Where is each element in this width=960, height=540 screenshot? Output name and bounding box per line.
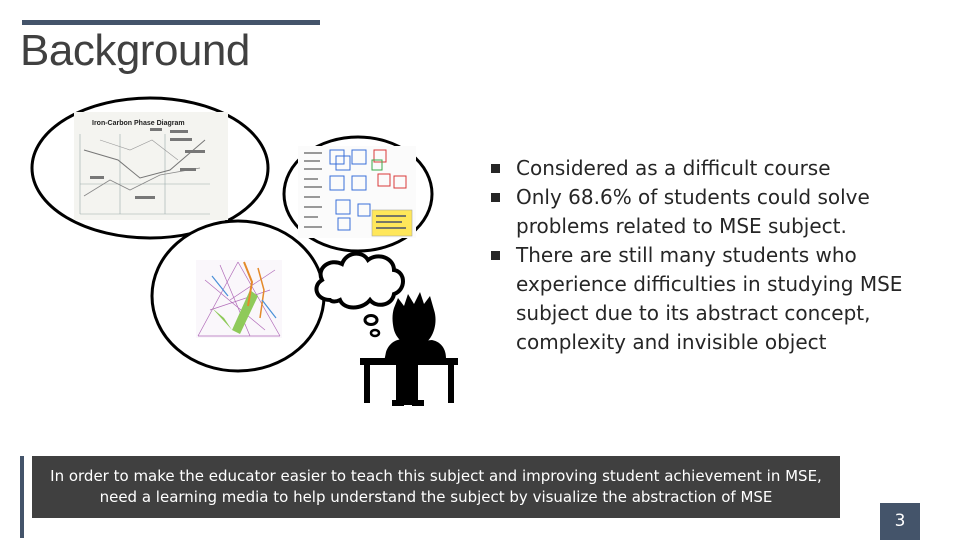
thought-bubble-icon bbox=[316, 254, 403, 336]
slide-title: Background bbox=[20, 26, 250, 75]
phase-diagram-thumbnail bbox=[32, 98, 268, 238]
bullet-item: Considered as a difficult course bbox=[490, 154, 910, 183]
crystal-lattice-thumbnail bbox=[284, 137, 432, 251]
note-accent-bar bbox=[20, 456, 24, 538]
bullet-item: Only 68.6% of students could solve problems related to MSE subject. bbox=[490, 183, 910, 241]
phase-diagram-caption: Iron-Carbon Phase Diagram bbox=[92, 120, 185, 127]
bullet-list bbox=[490, 154, 910, 357]
bullet-item: There are still many students who experience difficulties in studying MSE subject due to its abstract concept, complexity and invisible object bbox=[490, 241, 910, 357]
student-at-desk-icon bbox=[360, 292, 458, 406]
ternary-diagram-thumbnail bbox=[152, 221, 324, 371]
page-number: 3 bbox=[880, 503, 920, 540]
note-box: In order to make the educator easier to teach this subject and improving student achievement in MSE, need a learning media to help understand the subject by visualize the abstraction of MSE bbox=[32, 456, 840, 518]
